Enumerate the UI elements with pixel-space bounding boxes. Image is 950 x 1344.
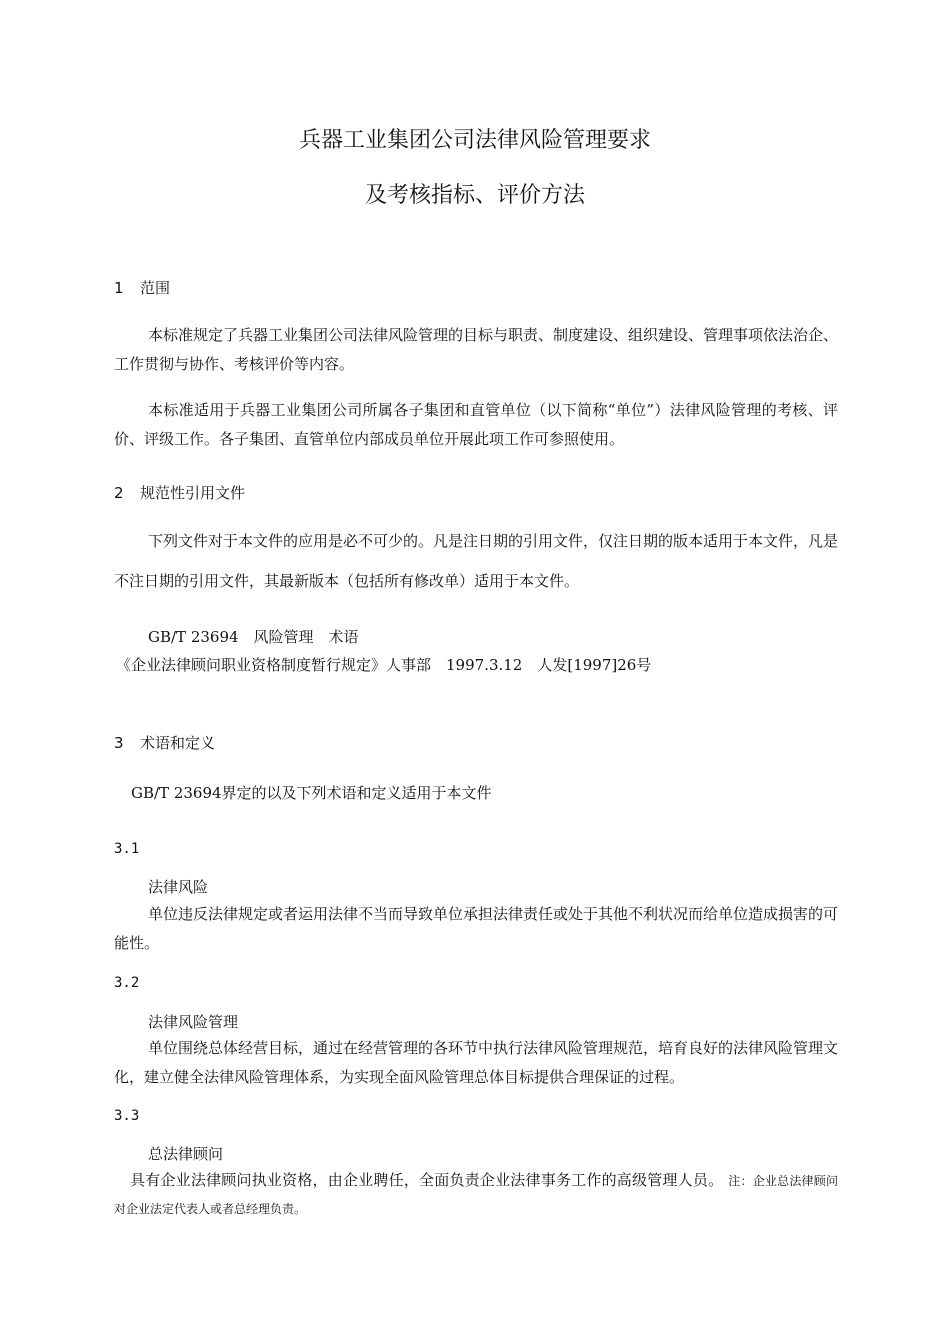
section-2-title: 规范性引用文件 [140,484,246,502]
section-2-number: 2 [114,484,124,502]
section-2-heading [114,482,245,503]
document-title-line2: 及考核指标、评价方法 [364,183,585,208]
normative-reference-1: GB/T 23694 风险管理 术语 [148,628,359,646]
term-3-2-definition: 单位围绕总体经营目标，通过在经营管理的各环节中执行法律风险管理规范，培育良好的法律风险管理文化，建立健全法律风险管理体系，为实现全面风险管理总体目标提供合理保证的过程。 [114,1039,839,1086]
section-3-heading [114,732,215,753]
normative-reference-2: 《企业法律顾问职业资格制度暂行规定》人事部 1997.3.12 人发[1997]26号 [116,656,652,674]
section-3-intro: GB/T 23694界定的以及下列术语和定义适用于本文件 [131,784,492,802]
term-3-2-number: 3.2 [114,975,140,991]
section-1-paragraph-1: 本标准规定了兵器工业集团公司法律风险管理的目标与职责、制度建设、组织建设、管理事项依法治企、工作贯彻与协作、考核评价等内容。 [114,326,839,373]
term-3-2-title: 法律风险管理 [148,1013,239,1031]
term-3-1-definition: 单位违反法律规定或者运用法律不当而导致单位承担法律责任或处于其他不利状况而给单位造成损害的可能性。 [114,905,839,952]
term-3-1-title: 法律风险 [148,878,209,896]
section-1-number: 1 [114,279,124,297]
term-3-3-definition-block [114,1167,838,1223]
section-1-title: 范围 [140,279,171,297]
section-2-paragraph-1: 下列文件对于本文件的应用是必不可少的。凡是注日期的引用文件，仅注日期的版本适用于本文件，凡是不注日期的引用文件，其最新版本（包括所有修改单）适用于本文件。 [114,532,839,590]
term-3-3-number: 3.3 [114,1108,140,1124]
section-1-paragraph-2: 本标准适用于兵器工业集团公司所属各子集团和直管单位（以下简称“单位”）法律风险管理的考核、评价、评级工作。各子集团、直管单位内部成员单位开展此项工作可参照使用。 [114,401,838,448]
section-1-heading [114,277,170,298]
section-3-title: 术语和定义 [140,734,216,752]
term-3-3-title: 总法律顾问 [148,1145,224,1163]
document-title-line1: 兵器工业集团公司法律风险管理要求 [298,128,651,153]
term-3-3-definition: 具有企业法律顾问执业资格，由企业聘任，全面负责企业法律事务工作的高级管理人员。 [130,1171,724,1189]
section-3-number: 3 [114,734,124,752]
term-3-3-note: 注：企业总法律顾问对企业法定代表人或者总经理负责。 [114,1174,838,1216]
term-3-1-number: 3.1 [114,841,140,857]
